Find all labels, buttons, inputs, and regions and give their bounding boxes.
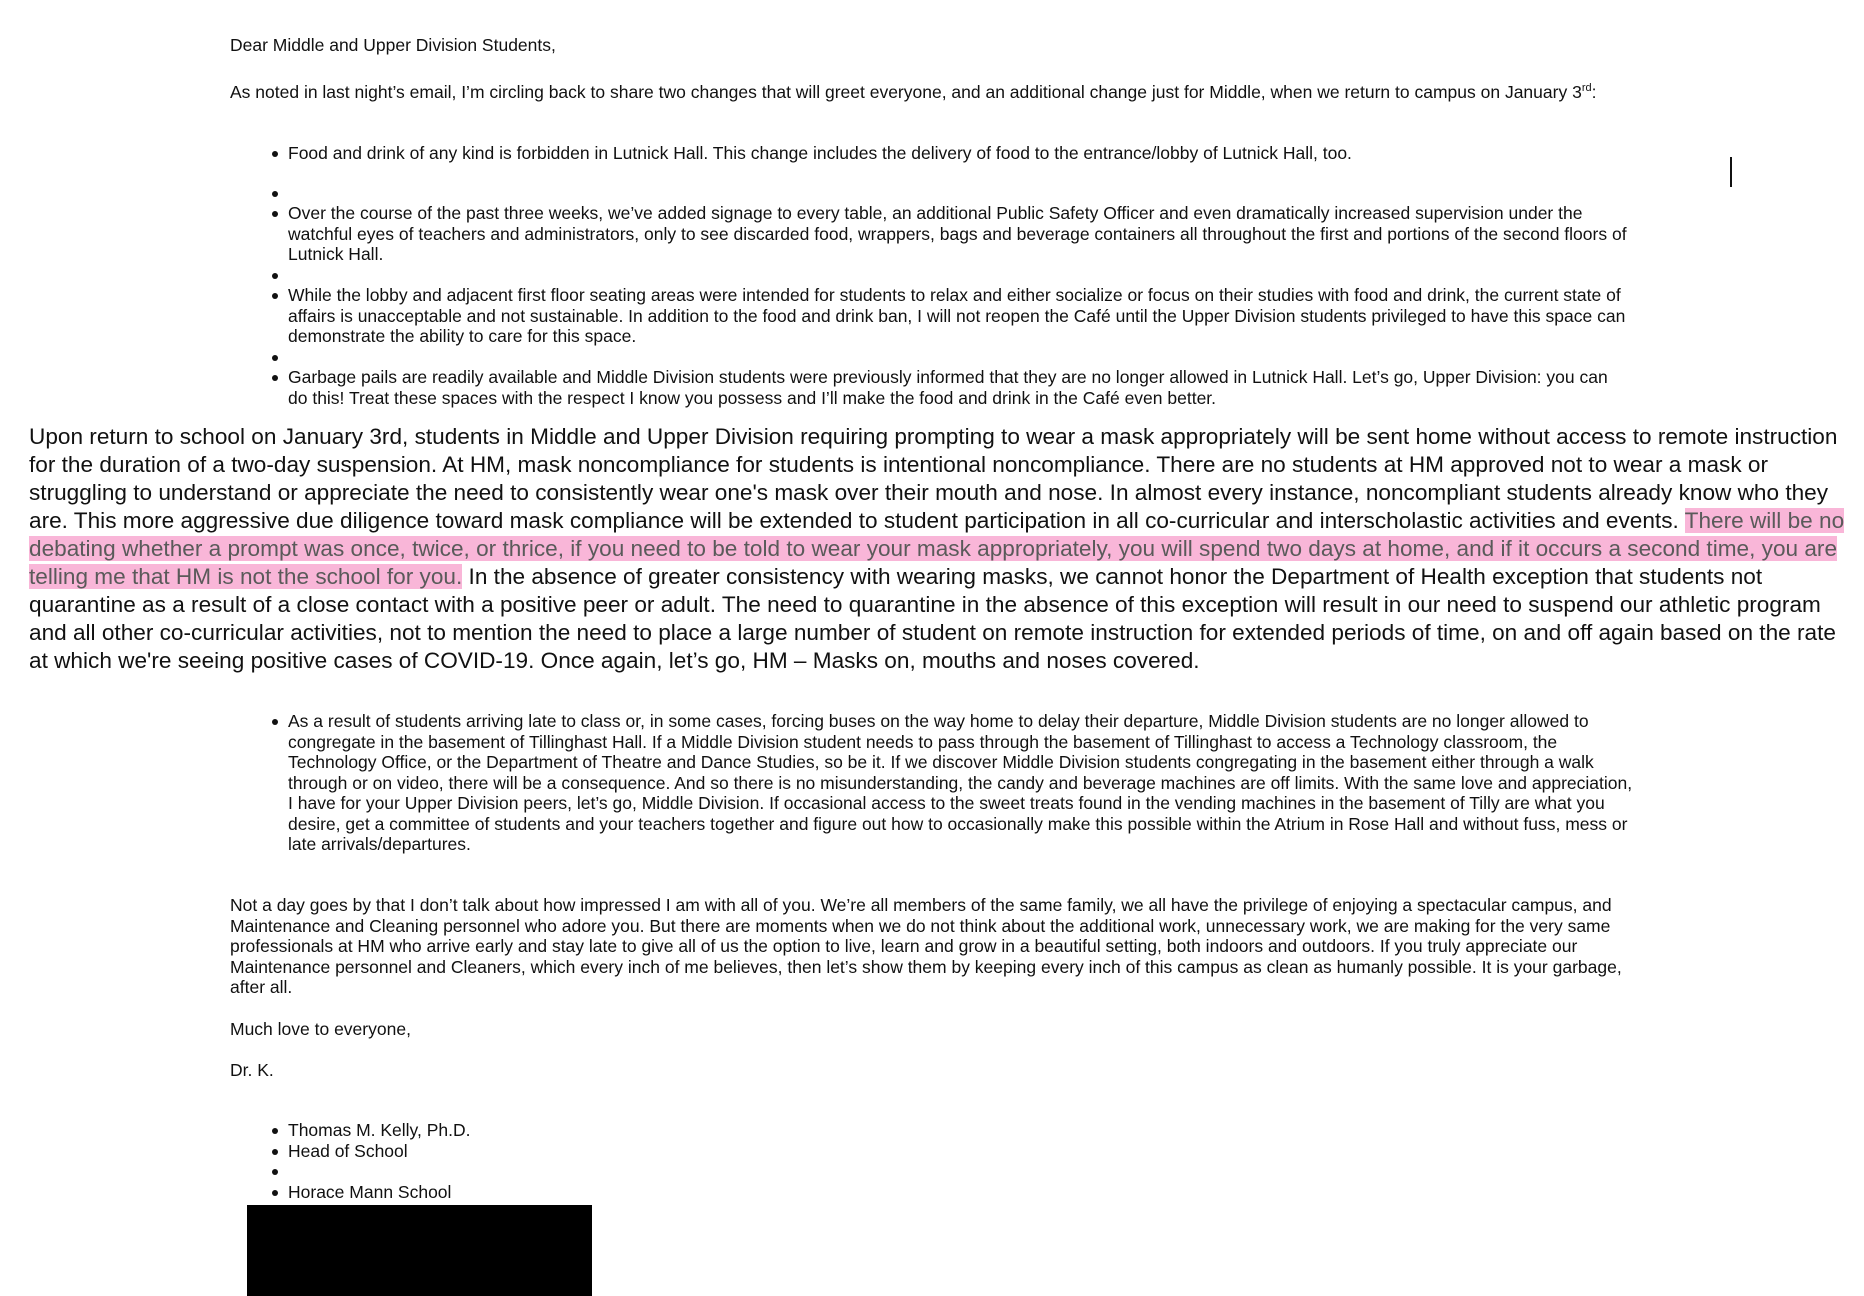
highlighted-text: There will be no debating whether a prompt was once, twice, or thrice, if you need to be told to wear your mask appropriately, you will spend two days at home, and if it occurs a second time, you are telling me that HM is not the school for you. (29, 508, 1845, 589)
empty-list-item (230, 1161, 1630, 1182)
mask-paragraph-after: In the absence of greater consistency with wearing masks, we cannot honor the Department of Health exception that students not quarantine as a result of a close contact with a positive peer or adult. The need to quarantine in the absence of this exception will result in our need to suspend our athletic program and all other co-curricular activities, not to mention the need to place a large number of student on remote instruction for extended periods of time, on and off again based on the rate at which we're seeing positive cases of COVID-19. Once again, let’s go, HM – Masks on, mouths and noses covered. (29, 564, 1836, 673)
closing-paragraph: Not a day goes by that I don’t talk about how impressed I am with all of you. We’re all members of the same family, we all have the privilege of enjoying a spectacular campus, and Maintenance and Cleaning personnel who adore you. But there are moments when we do not think about the additional work, unnecessary work, we are making for the very same professionals at HM who arrive early and stay late to give all of us the option to live, learn and grow in a beautiful setting, both indoors and outdoors. If you truly appreciate our Maintenance personnel and Cleaners, which every inch of me believes, then let’s show them by keeping every inch of this campus as clean as humanly possible. It is your garbage, after all. (230, 895, 1622, 997)
empty-list-item (230, 183, 1630, 204)
first-bullet-list (230, 143, 1630, 408)
list-item: Garbage pails are readily available and Middle Division students were previously informed that they are no longer allowed in Lutnick Hall. Let’s go, Upper Division: you can do this! Treat these spaces with the respect I know you possess and I’ll make the food and drink in the Café even better. (230, 367, 1630, 408)
mask-policy-paragraph (29, 423, 1859, 675)
mask-paragraph-before: Upon return to school on January 3rd, students in Middle and Upper Division requiring prompting to wear a mask appropriately will be sent home without access to remote instruction for the duration of a two-day suspension. At HM, mask noncompliance for students is intentional noncompliance. There are no students at HM approved not to wear a mask or struggling to understand or appreciate the need to consistently wear one's mask over their mouth and nose. In almost every instance, noncompliant students already know who they are. This more aggressive due diligence toward mask compliance will be extended to student participation in all co-curricular and interscholastic activities and events. (29, 424, 1838, 533)
list-item: Food and drink of any kind is forbidden in Lutnick Hall. This change includes the delivery of food to the entrance/lobby of Lutnick Hall, too. (230, 143, 1630, 164)
list-item: Horace Mann School (230, 1182, 1630, 1203)
signoff: Much love to everyone, (230, 1019, 411, 1039)
empty-list-item (230, 347, 1630, 368)
text-cursor (1730, 157, 1732, 187)
list-item: While the lobby and adjacent first floor seating areas were intended for students to relax and either socialize or focus on their studies with food and drink, the current state of affairs is unacceptable and not sustainable. In addition to the food and drink ban, I will not reopen the Café until the Upper Division students privileged to have this space can demonstrate the ability to care for this space. (230, 285, 1630, 347)
list-item: Over the course of the past three weeks, we’ve added signage to every table, an additional Public Safety Officer and even dramatically increased supervision under the watchful eyes of teachers and administrators, only to see discarded food, wrappers, bags and beverage containers all throughout the first and portions of the second floors of Lutnick Hall. (230, 203, 1630, 265)
intro-text: As noted in last night’s email, I’m circling back to share two changes that will greet everyone, and an additional change just for Middle, when we return to campus on January 3 (230, 82, 1582, 102)
redaction-box (247, 1205, 592, 1296)
greeting: Dear Middle and Upper Division Students, (230, 35, 556, 55)
intro-paragraph (230, 82, 1650, 103)
empty-list-item (230, 265, 1630, 286)
signature: Dr. K. (230, 1060, 274, 1080)
list-item: Head of School (230, 1141, 1630, 1162)
list-item: As a result of students arriving late to class or, in some cases, forcing buses on the way home to delay their departure, Middle Division students are no longer allowed to congregate in the basement of Tillinghast Hall. If a Middle Division student needs to pass through the basement of Tillinghast to access a Technology classroom, the Technology Office, or the Department of Theatre and Dance Studies, so be it. If we discover Middle Division students congregating in the basement either through a walk through or on video, there will be a consequence. And so there is no misunderstanding, the candy and beverage machines are off limits. With the same love and appreciation, I have for your Upper Division peers, let’s go, Middle Division. If occasional access to the sweet treats found in the vending machines in the basement of Tilly are what you desire, get a committee of students and your teachers together and figure out how to occasionally make this possible within the Atrium in Rose Hall and without fuss, mess or late arrivals/departures. (230, 711, 1650, 855)
middle-division-bullet-list (230, 711, 1650, 855)
intro-end: : (1591, 82, 1597, 102)
signature-block-list (230, 1120, 1630, 1202)
list-item: Thomas M. Kelly, Ph.D. (230, 1120, 1630, 1141)
intro-superscript: rd (1581, 82, 1592, 94)
